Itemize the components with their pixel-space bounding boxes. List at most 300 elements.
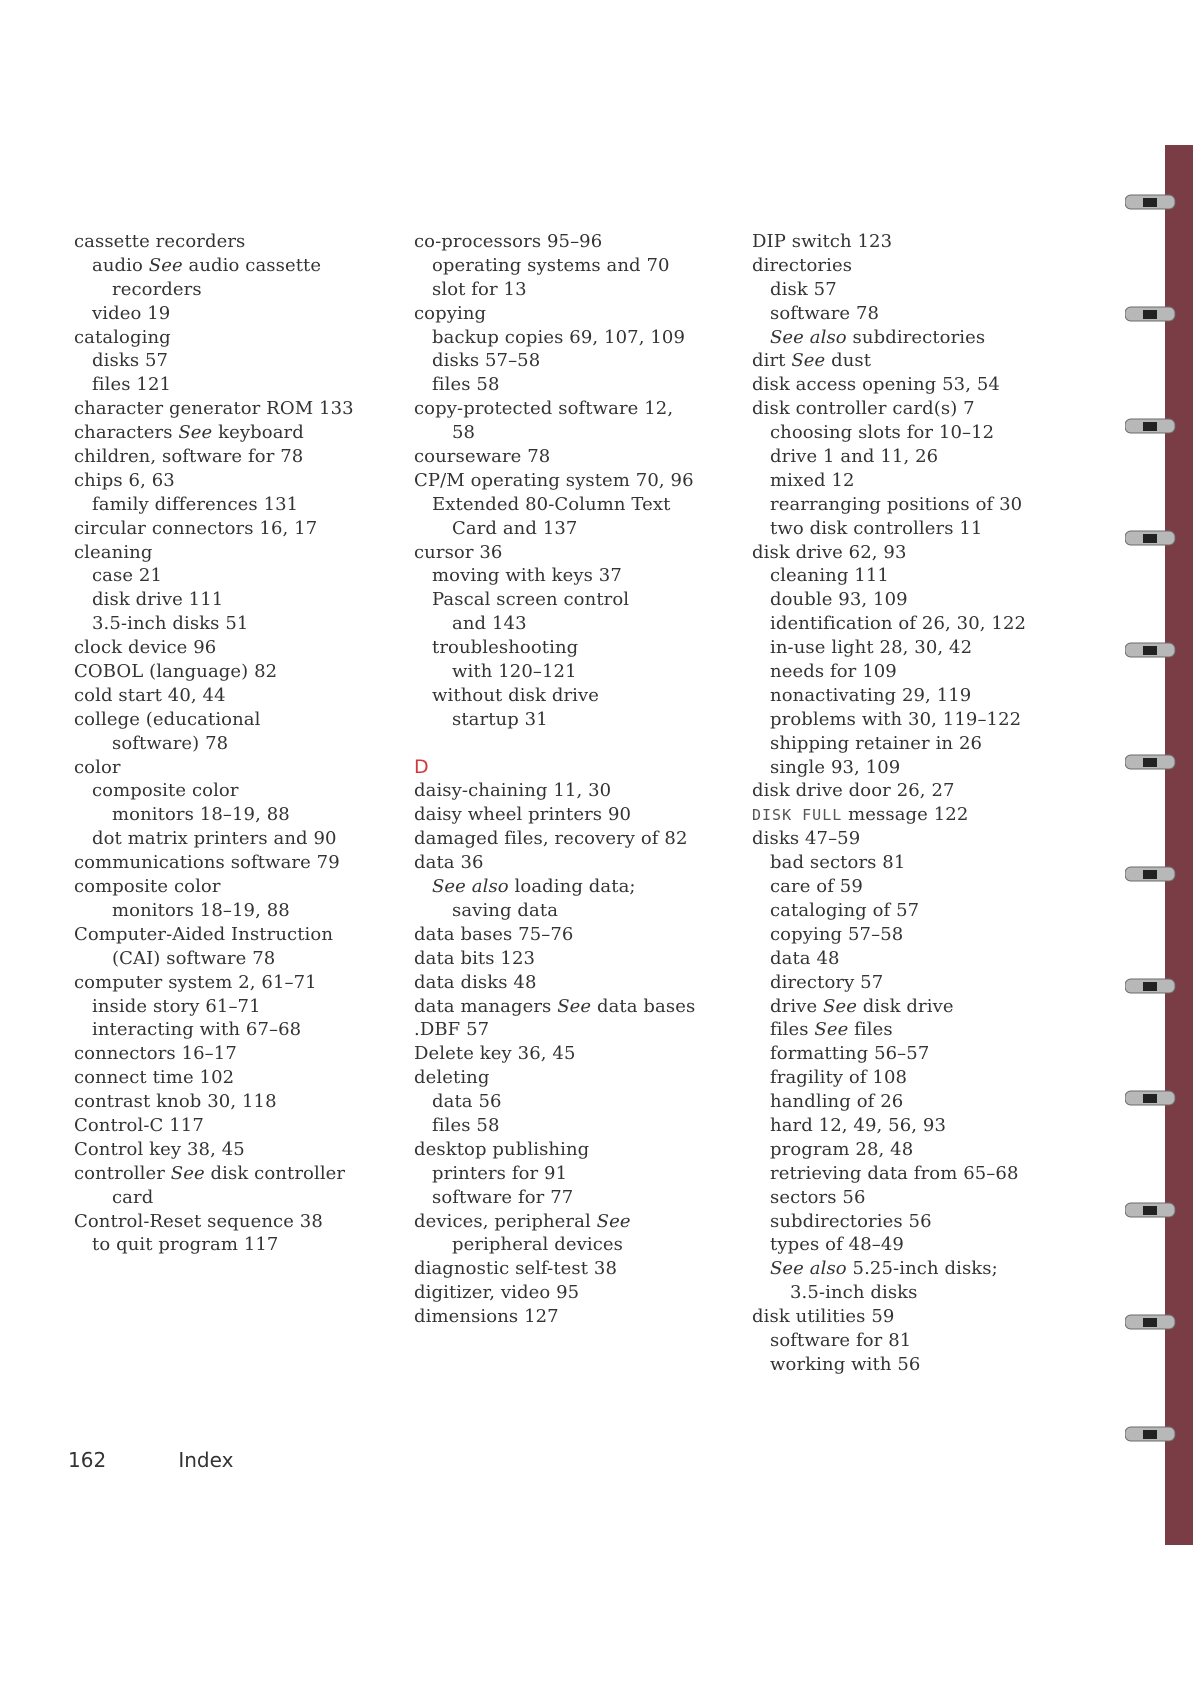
entry-text: saving data — [452, 899, 559, 921]
entry-text: data 48 — [770, 947, 840, 969]
index-subentry — [752, 493, 1032, 517]
entry-text: dirt — [752, 350, 792, 372]
index-entry — [414, 947, 694, 971]
index-subentry — [752, 732, 1032, 756]
entry-text: circular connectors 16, 17 — [74, 517, 318, 539]
entry-text: hard 12, 49, 56, 93 — [770, 1114, 947, 1136]
entry-text: Delete key 36, 45 — [414, 1043, 576, 1065]
index-subentry — [74, 899, 354, 923]
index-entry — [752, 230, 1032, 254]
index-subentry — [752, 278, 1032, 302]
index-subentry — [752, 1257, 1032, 1281]
index-subentry — [414, 899, 694, 923]
entry-text: contrast knob 30, 118 — [74, 1091, 277, 1113]
index-subentry — [752, 923, 1032, 947]
entry-text: monitors 18–19, 88 — [112, 804, 290, 826]
index-subentry — [752, 588, 1032, 612]
index-entry — [74, 230, 354, 254]
entry-text: Control-Reset sequence 38 — [74, 1210, 323, 1232]
index-subentry — [752, 1138, 1032, 1162]
index-subentry — [74, 779, 354, 803]
index-entry — [414, 230, 694, 254]
binding-ring — [1125, 531, 1175, 545]
see-reference: See — [178, 422, 213, 444]
index-subentry — [752, 660, 1032, 684]
index-entry — [74, 875, 354, 899]
entry-text: damaged files, recovery of 82 — [414, 828, 688, 850]
see-reference: See — [148, 254, 183, 276]
index-entry — [74, 1066, 354, 1090]
entry-text: data disks 48 — [414, 971, 537, 993]
entry-text: connect time 102 — [74, 1067, 235, 1089]
entry-text: cassette recorders — [74, 231, 246, 252]
entry-text: data 36 — [414, 852, 484, 874]
index-subentry — [414, 708, 694, 732]
index-subentry — [414, 278, 694, 302]
entry-text: choosing slots for 10–12 — [770, 422, 995, 444]
entry-rest: disk drive — [856, 995, 954, 1017]
entry-text: disk 57 — [770, 278, 837, 300]
index-entry — [414, 397, 694, 421]
index-subentry — [74, 803, 354, 827]
index-entry — [74, 517, 354, 541]
index-entry — [752, 397, 1032, 421]
index-entry — [74, 756, 354, 780]
index-subentry — [414, 564, 694, 588]
index-subentry — [752, 1329, 1032, 1353]
see-reference: See — [823, 995, 857, 1017]
entry-text: cleaning 111 — [770, 565, 889, 587]
entry-text: disk access opening 53, 54 — [752, 374, 1000, 396]
index-entry — [414, 1018, 694, 1042]
entry-text: courseware 78 — [414, 446, 551, 468]
entry-rest: disk controller — [204, 1162, 346, 1184]
index-subentry — [414, 493, 694, 517]
index-subentry — [414, 1114, 694, 1138]
index-entry — [414, 779, 694, 803]
entry-text: files 58 — [432, 374, 500, 396]
binding-ring — [1125, 1203, 1175, 1217]
see-reference: See also — [432, 876, 509, 898]
index-entry — [414, 827, 694, 851]
entry-text: video 19 — [92, 302, 171, 324]
index-entry — [74, 708, 354, 732]
entry-text: directory 57 — [770, 971, 884, 993]
entry-text: data bases 75–76 — [414, 923, 574, 945]
binding-ring — [1125, 1315, 1175, 1329]
entry-text: cataloging — [74, 326, 171, 348]
index-subentry — [752, 899, 1032, 923]
entry-text: fragility of 108 — [770, 1067, 908, 1089]
index-subentry — [752, 995, 1032, 1019]
entry-text: drive 1 and 11, 26 — [770, 446, 939, 468]
entry-text: data bits 123 — [414, 947, 536, 969]
index-entry — [414, 995, 694, 1019]
index-column-1 — [74, 230, 354, 1257]
see-reference: See — [814, 1019, 849, 1041]
index-subentry — [752, 1042, 1032, 1066]
see-reference: See — [791, 350, 826, 372]
index-subentry — [414, 1186, 694, 1210]
entry-text: software for 77 — [432, 1186, 574, 1208]
entry-text: dot matrix printers and 90 — [92, 828, 337, 850]
index-subentry — [752, 971, 1032, 995]
entry-text: operating systems and 70 — [432, 254, 670, 276]
index-entry — [74, 660, 354, 684]
entry-text: shipping retainer in 26 — [770, 732, 983, 754]
index-subentry — [414, 636, 694, 660]
entry-text: disk drive 62, 93 — [752, 541, 907, 563]
index-subentry — [752, 1066, 1032, 1090]
index-subentry — [74, 1233, 354, 1257]
entry-text: devices, peripheral — [414, 1210, 597, 1232]
index-entry — [74, 1162, 354, 1186]
entry-text: double 93, 109 — [770, 589, 908, 611]
index-subentry — [74, 732, 354, 756]
entry-rest: loading data; — [508, 876, 636, 898]
index-subentry — [74, 1186, 354, 1210]
entry-text: disk controller card(s) 7 — [752, 398, 975, 420]
index-entry — [752, 349, 1032, 373]
index-entry — [74, 923, 354, 947]
entry-text: problems with 30, 119–122 — [770, 708, 1022, 730]
index-subentry — [414, 1162, 694, 1186]
entry-text: recorders — [112, 278, 202, 300]
entry-text: dimensions 127 — [414, 1306, 559, 1328]
entry-text: drive — [770, 995, 824, 1017]
section-gap — [414, 732, 694, 756]
entry-text: Computer-Aided Instruction — [74, 923, 334, 945]
entry-text: cold start 40, 44 — [74, 684, 226, 706]
entry-rest: files — [848, 1019, 893, 1041]
entry-text: co-processors 95–96 — [414, 231, 603, 252]
entry-text: care of 59 — [770, 876, 863, 898]
index-entry — [74, 636, 354, 660]
entry-text: directories — [752, 254, 853, 276]
index-subentry — [752, 1090, 1032, 1114]
binding-ring — [1125, 419, 1175, 433]
entry-text: disks 57 — [92, 350, 169, 372]
index-subentry — [752, 421, 1032, 445]
index-entry — [74, 684, 354, 708]
index-subentry — [752, 708, 1032, 732]
entry-text: Control key 38, 45 — [74, 1138, 245, 1160]
entry-text: copying 57–58 — [770, 923, 904, 945]
index-entry — [414, 302, 694, 326]
entry-text: CP/M operating system 70, 96 — [414, 469, 694, 491]
entry-text: handling of 26 — [770, 1091, 904, 1113]
entry-text: formatting 56–57 — [770, 1043, 930, 1065]
entry-text: desktop publishing — [414, 1138, 590, 1160]
index-subentry — [752, 684, 1032, 708]
index-subentry — [752, 1233, 1032, 1257]
entry-text: Pascal screen control — [432, 589, 630, 611]
entry-text: computer system 2, 61–71 — [74, 971, 317, 993]
page-number: 162 — [68, 1448, 107, 1472]
binding-ring — [1125, 195, 1175, 209]
index-subentry — [74, 995, 354, 1019]
entry-text: slot for 13 — [432, 278, 527, 300]
entry-text: (CAI) software 78 — [112, 947, 276, 969]
index-entry — [752, 803, 1032, 827]
entry-text: inside story 61–71 — [92, 995, 261, 1017]
binding-ring — [1125, 643, 1175, 657]
entry-text: subdirectories 56 — [770, 1210, 932, 1232]
entry-text: disk drive door 26, 27 — [752, 780, 955, 802]
entry-text: card — [112, 1186, 154, 1208]
entry-text: daisy-chaining 11, 30 — [414, 780, 612, 802]
entry-text: interacting with 67–68 — [92, 1019, 302, 1041]
entry-text: single 93, 109 — [770, 756, 901, 778]
see-reference: See — [170, 1162, 205, 1184]
index-subentry — [752, 1210, 1032, 1234]
index-entry — [414, 1042, 694, 1066]
index-subentry — [752, 875, 1032, 899]
index-subentry — [752, 1186, 1032, 1210]
index-entry — [74, 469, 354, 493]
entry-text: files 121 — [92, 374, 172, 396]
binding-ring — [1125, 1427, 1175, 1441]
index-entry — [414, 1138, 694, 1162]
index-letter-heading: D — [414, 755, 429, 778]
index-column-3 — [752, 230, 1032, 1377]
index-entry — [74, 445, 354, 469]
entry-text: COBOL (language) 82 — [74, 661, 278, 683]
entry-text: mixed 12 — [770, 469, 855, 491]
index-entry — [414, 1066, 694, 1090]
entry-text: children, software for 78 — [74, 446, 304, 468]
binding-ring — [1125, 979, 1175, 993]
index-entry — [414, 469, 694, 493]
monospace-term: DISK FULL — [752, 806, 843, 825]
entry-text: with 120–121 — [452, 661, 577, 683]
index-subentry — [414, 326, 694, 350]
entry-text: software) 78 — [112, 732, 229, 754]
entry-text: needs for 109 — [770, 661, 897, 683]
entry-text: clock device 96 — [74, 637, 217, 659]
index-entry — [74, 326, 354, 350]
entry-rest: dust — [825, 350, 872, 372]
entry-text: cataloging of 57 — [770, 899, 920, 921]
entry-text: working with 56 — [770, 1353, 921, 1375]
index-subentry — [74, 254, 354, 278]
index-entry — [74, 1138, 354, 1162]
index-subentry — [74, 564, 354, 588]
entry-text: .DBF 57 — [414, 1019, 490, 1041]
index-subentry — [414, 1233, 694, 1257]
entry-rest: data bases — [591, 995, 696, 1017]
index-subentry — [414, 517, 694, 541]
entry-text: cleaning — [74, 541, 153, 563]
index-subentry — [414, 421, 694, 445]
index-entry — [414, 923, 694, 947]
index-subentry — [752, 1114, 1032, 1138]
index-subentry — [752, 326, 1032, 350]
entry-rest: subdirectories — [846, 326, 986, 348]
index-entry — [74, 397, 354, 421]
entry-text: deleting — [414, 1067, 490, 1089]
entry-text: without disk drive — [432, 684, 600, 706]
entry-text: 3.5-inch disks — [790, 1282, 918, 1304]
binding-ring — [1125, 755, 1175, 769]
index-column-2 — [414, 230, 694, 1329]
entry-text: monitors 18–19, 88 — [112, 899, 290, 921]
index-subentry — [752, 1353, 1032, 1377]
binding-ring — [1125, 867, 1175, 881]
entry-text: chips 6, 63 — [74, 469, 175, 491]
index-entry — [414, 1281, 694, 1305]
entry-text: Control-C 117 — [74, 1114, 204, 1136]
index-entry — [414, 1305, 694, 1329]
entry-text: disks 47–59 — [752, 828, 861, 850]
index-entry — [74, 1210, 354, 1234]
entry-text: characters — [74, 422, 179, 444]
index-entry — [74, 1042, 354, 1066]
entry-text: cursor 36 — [414, 541, 503, 563]
entry-text: case 21 — [92, 565, 163, 587]
entry-text: composite color — [74, 876, 221, 898]
index-entry — [74, 421, 354, 445]
entry-text: types of 48–49 — [770, 1234, 904, 1256]
see-reference: See — [596, 1210, 631, 1232]
index-entry — [414, 971, 694, 995]
binding-ring — [1125, 307, 1175, 321]
see-reference: See — [557, 995, 592, 1017]
entry-text: peripheral devices — [452, 1234, 623, 1256]
entry-text: college (educational — [74, 708, 261, 730]
entry-text: disks 57–58 — [432, 350, 541, 372]
index-entry — [414, 851, 694, 875]
index-entry — [752, 1305, 1032, 1329]
see-reference: See also — [770, 1258, 847, 1280]
index-subentry — [414, 373, 694, 397]
index-subentry — [414, 660, 694, 684]
index-entry — [752, 373, 1032, 397]
entry-text: disk drive 111 — [92, 589, 224, 611]
index-entry — [414, 1257, 694, 1281]
index-entry — [74, 541, 354, 565]
index-entry — [414, 445, 694, 469]
entry-text: sectors 56 — [770, 1186, 866, 1208]
index-entry — [752, 779, 1032, 803]
index-entry — [414, 803, 694, 827]
entry-text: software 78 — [770, 302, 880, 324]
index-entry — [752, 254, 1032, 278]
entry-text: character generator ROM 133 — [74, 398, 354, 420]
index-entry — [74, 1114, 354, 1138]
entry-text: diagnostic self-test 38 — [414, 1258, 618, 1280]
index-subentry — [74, 373, 354, 397]
index-entry — [752, 827, 1032, 851]
entry-text: data 56 — [432, 1091, 502, 1113]
index-subentry — [752, 851, 1032, 875]
entry-text: to quit program 117 — [92, 1234, 279, 1256]
index-subentry — [74, 827, 354, 851]
index-subentry — [74, 493, 354, 517]
entry-text: troubleshooting — [432, 637, 579, 659]
entry-text: connectors 16–17 — [74, 1043, 237, 1065]
entry-text: files — [770, 1019, 815, 1041]
entry-text: audio — [92, 254, 149, 276]
entry-text: and 143 — [452, 613, 527, 635]
entry-text: digitizer, video 95 — [414, 1282, 580, 1304]
entry-rest: message 122 — [842, 804, 969, 826]
index-subentry — [752, 612, 1032, 636]
entry-text: backup copies 69, 107, 109 — [432, 326, 685, 348]
index-subentry — [74, 588, 354, 612]
binding-cover — [1165, 145, 1193, 1545]
entry-text: daisy wheel printers 90 — [414, 804, 632, 826]
index-subentry — [752, 947, 1032, 971]
entry-text: printers for 91 — [432, 1162, 568, 1184]
entry-text: bad sectors 81 — [770, 852, 906, 874]
index-subentry — [414, 684, 694, 708]
index-subentry — [414, 1090, 694, 1114]
entry-text: program 28, 48 — [770, 1138, 914, 1160]
index-entry — [752, 541, 1032, 565]
entry-text: copying — [414, 302, 487, 324]
index-subentry — [414, 612, 694, 636]
index-subentry — [752, 564, 1032, 588]
index-subentry — [752, 302, 1032, 326]
spiral-binding — [1125, 145, 1193, 1545]
index-entry — [74, 1090, 354, 1114]
entry-text: data managers — [414, 995, 558, 1017]
entry-text: identification of 26, 30, 122 — [770, 613, 1027, 635]
index-subentry — [752, 1018, 1032, 1042]
entry-rest: keyboard — [212, 422, 304, 444]
entry-text: startup 31 — [452, 708, 548, 730]
index-entry — [414, 1210, 694, 1234]
entry-text: copy-protected software 12, — [414, 398, 674, 420]
entry-text: moving with keys 37 — [432, 565, 622, 587]
entry-text: family differences 131 — [92, 493, 299, 515]
entry-text: nonactivating 29, 119 — [770, 684, 972, 706]
index-subentry — [74, 1018, 354, 1042]
index-subentry — [752, 445, 1032, 469]
index-subentry — [74, 947, 354, 971]
section-title: Index — [178, 1448, 234, 1472]
entry-text: rearranging positions of 30 — [770, 493, 1023, 515]
index-subentry — [74, 278, 354, 302]
entry-text: retrieving data from 65–68 — [770, 1162, 1019, 1184]
index-subentry — [414, 588, 694, 612]
entry-text: two disk controllers 11 — [770, 517, 983, 539]
see-reference: See also — [770, 326, 847, 348]
entry-text: communications software 79 — [74, 852, 340, 874]
index-subentry — [74, 302, 354, 326]
entry-text: files 58 — [432, 1114, 500, 1136]
index-subentry — [752, 1281, 1032, 1305]
index-subentry — [752, 636, 1032, 660]
page-footer — [68, 1448, 233, 1472]
entry-text: DIP switch 123 — [752, 231, 893, 252]
index-subentry — [752, 756, 1032, 780]
entry-text: 3.5-inch disks 51 — [92, 613, 249, 635]
entry-text: Card and 137 — [452, 517, 578, 539]
entry-rest: audio cassette — [182, 254, 322, 276]
entry-text: color — [74, 756, 121, 778]
entry-text: composite color — [92, 780, 239, 802]
entry-rest: 5.25-inch disks; — [846, 1258, 998, 1280]
index-subentry — [414, 875, 694, 899]
entry-text: disk utilities 59 — [752, 1306, 895, 1328]
index-entry — [74, 971, 354, 995]
entry-text: Extended 80-Column Text — [432, 493, 671, 515]
index-subentry — [414, 349, 694, 373]
entry-text: controller — [74, 1162, 171, 1184]
index-entry — [74, 851, 354, 875]
